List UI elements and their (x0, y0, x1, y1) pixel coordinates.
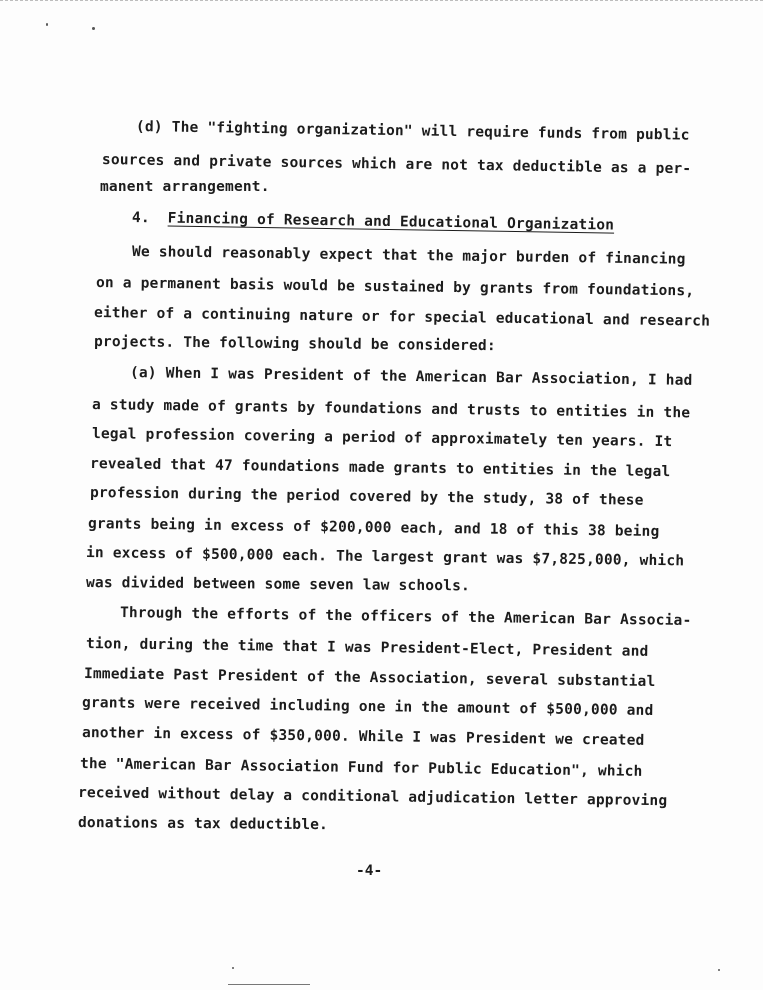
paragraph-intro-line: on a permanent basis would be sustained by grants from foundations, (95, 275, 695, 300)
paragraph-b-line: Through the efforts of the officers of the American Bar Associa- (119, 605, 692, 629)
scan-speck (718, 969, 720, 971)
paragraph-d-line: (d) The "fighting organization" will require funds from public (135, 119, 690, 144)
heading-title: Financing of Research and Educational Organization (167, 210, 615, 234)
paragraph-b-line: received without delay a conditional adjudication letter approving (77, 785, 668, 810)
paragraph-a-line: was divided between some seven law schools. (85, 575, 471, 595)
paragraph-b-line: Immediate Past President of the Association, several substantial (83, 666, 656, 690)
paragraph-a-line: revealed that 47 foundations made grants to entities in the legal (89, 456, 671, 481)
scan-speck (46, 23, 48, 26)
paragraph-b-line: grants were received including one in the amount of $500,000 and (81, 695, 654, 719)
paragraph-b-line: the "American Bar Association Fund for Public Education", which (79, 756, 643, 780)
paragraph-intro-line: projects. The following should be considered: (93, 334, 496, 355)
paragraph-a-line: a study made of grants by foundations and trusts to entities in the (91, 397, 691, 422)
paragraph-a-line: profession during the period covered by the study, 38 of these (89, 485, 644, 509)
footer-rule (228, 984, 310, 985)
paragraph-d-line: manent arrangement. (100, 179, 270, 195)
paragraph-a-line: in excess of $500,000 each. The largest grant was $7,825,000, which (85, 545, 685, 570)
heading-number: 4. (131, 210, 150, 227)
paragraph-a-line: (a) When I was President of the American Bar Association, I had (129, 365, 693, 389)
paragraph-intro-line: We should reasonably expect that the major burden of financing (131, 244, 686, 268)
paragraph-b-line: donations as tax deductible. (77, 815, 329, 834)
section-heading (132, 210, 614, 234)
page-number: -4- (356, 863, 383, 879)
paragraph-b-line: another in excess of $350,000. While I was President we created (81, 725, 645, 749)
paragraph-b-line: tion, during the time that I was President-Elect, President and (85, 636, 649, 660)
paragraph-a-line: legal profession covering a period of approximately ten years. It (91, 426, 673, 451)
paragraph-a-line: grants being in excess of $200,000 each, and 18 of this 38 being (87, 516, 660, 540)
paragraph-intro-line: either of a continuing nature or for special educational and research (93, 305, 711, 330)
paragraph-d-line: sources and private sources which are not tax deductible as a per- (101, 152, 692, 178)
scan-speck (232, 967, 234, 969)
scan-speck (92, 27, 95, 30)
